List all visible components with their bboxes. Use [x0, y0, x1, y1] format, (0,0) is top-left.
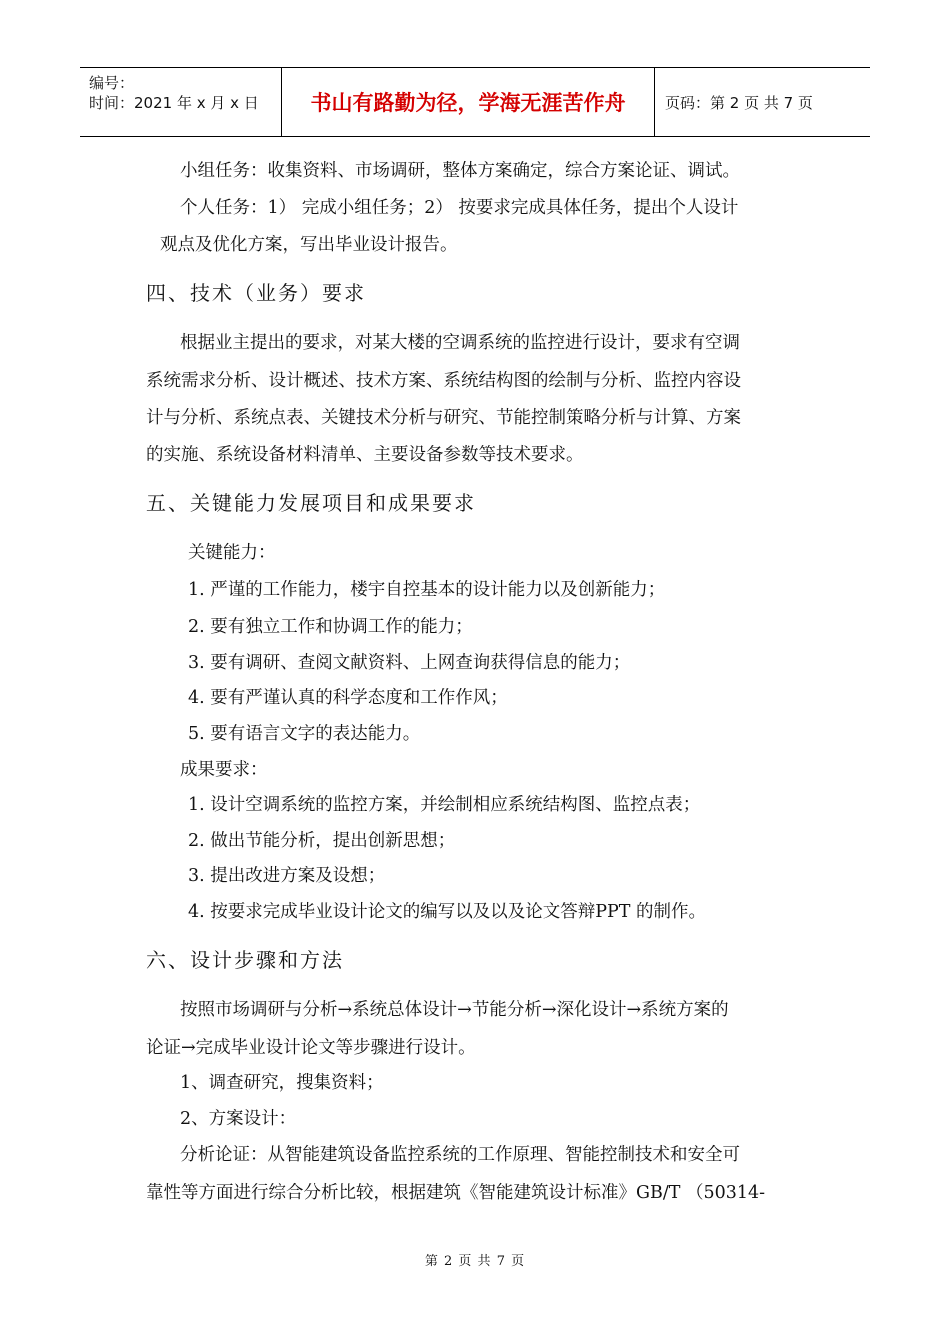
list-item: 3. 要有调研、查阅文献资料、上网查询获得信息的能力； — [188, 653, 631, 673]
header-page-code: 页码：第 2 页 共 7 页 — [665, 93, 813, 112]
list-item: 5. 要有语言文字的表达能力。 — [188, 724, 421, 744]
paragraph-tech-requirements-2: 系统需求分析、设计概述、技术方案、系统结构图的绘制与分析、监控内容设 — [146, 371, 741, 391]
paragraph-steps-cont: 论证→完成毕业设计论文等步骤进行设计。 — [146, 1038, 476, 1058]
ability-label: 关键能力： — [188, 543, 276, 563]
section-heading-5: 五、关键能力发展项目和成果要求 — [146, 491, 476, 515]
list-item: 2. 做出节能分析，提出创新思想； — [188, 831, 456, 851]
paragraph-analysis: 分析论证：从智能建筑设备监控系统的工作原理、智能控制技术和安全可 — [180, 1145, 740, 1165]
list-item: 1. 设计空调系统的监控方案，并绘制相应系统结构图、监控点表； — [188, 795, 701, 815]
step-item: 1、调查研究，搜集资料； — [180, 1073, 384, 1093]
result-label: 成果要求： — [180, 760, 268, 780]
step-item: 2、方案设计： — [180, 1109, 297, 1129]
section-heading-6: 六、设计步骤和方法 — [146, 948, 344, 972]
section-heading-4: 四、技术（业务）要求 — [146, 281, 366, 305]
header-meta-cell — [80, 68, 282, 136]
paragraph-tech-requirements-4: 的实施、系统设备材料清单、主要设备参数等技术要求。 — [146, 445, 584, 465]
list-item: 2. 要有独立工作和协调工作的能力； — [188, 617, 473, 637]
header-motto: 书山有路勤为径，学海无涯苦作舟 — [282, 68, 655, 136]
list-item: 3. 提出改进方案及设想； — [188, 866, 386, 886]
paragraph-steps: 按照市场调研与分析→系统总体设计→节能分析→深化设计→系统方案的 — [180, 1000, 729, 1020]
paragraph-personal-task-cont: 观点及优化方案，写出毕业设计报告。 — [160, 235, 458, 255]
paragraph-analysis-cont: 靠性等方面进行综合分析比较，根据建筑《智能建筑设计标准》GB/T （50314- — [146, 1183, 766, 1203]
page-footer: 第 2 页 共 7 页 — [424, 1254, 526, 1269]
time-label: 时间：2021 年 x 月 x 日 — [89, 94, 259, 112]
list-item: 4. 要有严谨认真的科学态度和工作作风； — [188, 688, 508, 708]
paragraph-group-task: 小组任务：收集资料、市场调研，整体方案确定，综合方案论证、调试。 — [180, 161, 740, 181]
paragraph-personal-task: 个人任务：1） 完成小组任务；2） 按要求完成具体任务，提出个人设计 — [180, 198, 739, 218]
header-table — [80, 67, 870, 137]
paragraph-tech-requirements-3: 计与分析、系统点表、关键技术分析与研究、节能控制策略分析与计算、方案 — [146, 408, 741, 428]
number-label: 编号： — [89, 74, 135, 92]
list-item: 1. 严谨的工作能力，楼宇自控基本的设计能力以及创新能力； — [188, 580, 666, 600]
paragraph-tech-requirements: 根据业主提出的要求，对某大楼的空调系统的监控进行设计，要求有空调 — [180, 333, 740, 353]
list-item: 4. 按要求完成毕业设计论文的编写以及以及论文答辩PPT 的制作。 — [188, 902, 707, 922]
